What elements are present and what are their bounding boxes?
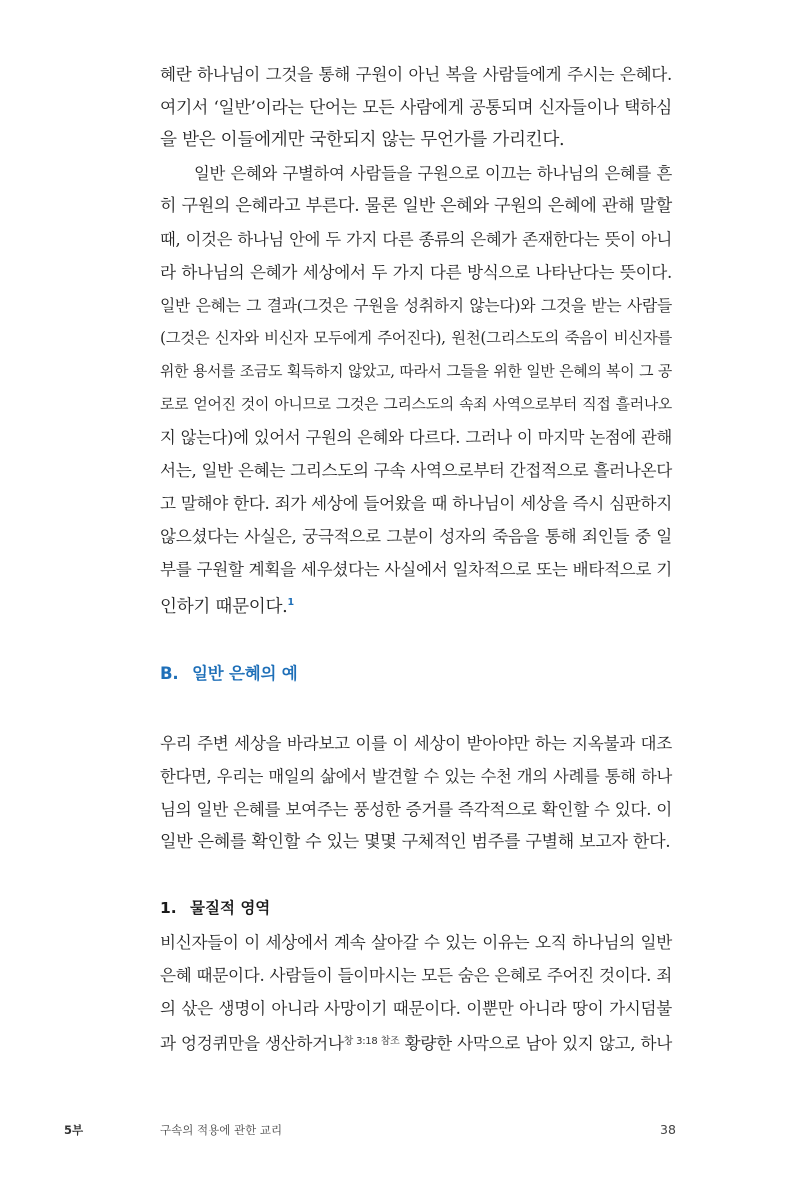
- text-line: 은혜 때문이다. 사람들이 들이마시는 모든 숨은 은혜로 주어진 것이다. 죄: [160, 966, 672, 985]
- text-line: 지 않는다)에 있어서 구원의 은혜와 다르다. 그러나 이 마지막 논점에 관해: [160, 428, 672, 447]
- text-line: 을 받은 이들에게만 국한되지 않는 무언가를 가리킨다.: [160, 130, 565, 150]
- text-line: 우리 주변 세상을 바라보고 이를 이 세상이 받아야만 하는 지옥불과 대조: [160, 734, 672, 753]
- text-line: 부를 구원할 계획을 세우셨다는 사실에서 일차적으로 또는 배타적으로 기: [160, 560, 672, 579]
- text-line: 일반 은혜와 구별하여 사람들을 구원으로 이끄는 하나님의 은혜를 흔: [194, 164, 672, 183]
- section-letter: B.: [160, 664, 179, 683]
- text-line: 히 구원의 은혜라고 부른다. 물론 일반 은혜와 구원의 은혜에 관해 말할: [160, 196, 672, 216]
- text-line: (그것은 신자와 비신자 모두에게 주어진다), 원천(그리스도의 죽음이 비신자를: [160, 329, 672, 347]
- page-number: 38: [660, 1122, 676, 1137]
- text-line: 때, 이것은 하나님 안에 두 가지 다른 종류의 은혜가 존재한다는 뜻이 아니: [160, 230, 672, 249]
- text-line: 로로 얻어진 것이 아니므로 그것은 그리스도의 속죄 사역으로부터 직접 흘러나오: [160, 395, 672, 413]
- footnote-marker[interactable]: 1: [287, 597, 294, 608]
- text-line: 않으셨다는 사실은, 궁극적으로 그분이 성자의 죽음을 통해 죄인들 중 일: [160, 527, 672, 546]
- text-line: [160, 1025, 672, 1058]
- text-line: 혜란 하나님이 그것을 통해 구원이 아닌 복을 사람들에게 주시는 은혜다.: [160, 65, 672, 84]
- paragraph-2: [160, 157, 672, 619]
- text-line: 라 하나님의 은혜가 세상에서 두 가지 다른 방식으로 나타난다는 뜻이다.: [160, 263, 672, 282]
- subsection-heading-1: [160, 896, 270, 918]
- text-line: 여기서 ‘일반’이라는 단어는 모든 사람에게 공통되며 신자들이나 택하심: [160, 97, 672, 117]
- text-line: 고 말해야 한다. 죄가 세상에 들어왔을 때 하나님이 세상을 즉시 심판하지: [160, 494, 672, 513]
- subsection-title: 물질적 영역: [190, 899, 271, 917]
- text-line: 일반 은혜는 그 결과(그것은 구원을 성취하지 않는다)와 그것을 받는 사람들: [160, 296, 672, 315]
- text-line: [160, 586, 672, 619]
- text-line: 일반 은혜를 확인할 수 있는 몇몇 구체적인 범주를 구별해 보고자 한다.: [160, 832, 671, 852]
- text-line: 서는, 일반 은혜는 그리스도의 구속 사역으로부터 간접적으로 흘러나온다: [160, 461, 672, 480]
- subsection-number: 1.: [160, 899, 177, 917]
- text-line-content: 인하기 때문이다.: [160, 596, 288, 617]
- text-line: 한다면, 우리는 매일의 삶에서 발견할 수 있는 수천 개의 사례를 통해 하나: [160, 767, 672, 786]
- scripture-reference: 창 3:18 참조: [343, 1036, 400, 1047]
- text-line-content: 과 엉겅퀴만을 생산하거나: [160, 1034, 344, 1053]
- text-line: 위한 용서를 조금도 획득하지 않았고, 따라서 그들을 위한 일반 은혜의 복이 그 공: [160, 362, 672, 380]
- section-title: 일반 은혜의 예: [192, 664, 298, 683]
- text-line: 님의 일반 은혜를 보여주는 풍성한 증거를 즉각적으로 확인할 수 있다. 이: [160, 800, 672, 819]
- text-line: 비신자들이 이 세상에서 계속 살아갈 수 있는 이유는 오직 하나님의 일반: [160, 933, 672, 952]
- text-line-content: 황량한 사막으로 남아 있지 않고, 하나: [399, 1034, 673, 1053]
- paragraph-3: [160, 727, 672, 859]
- text-line: 의 삯은 생명이 아니라 사망이기 때문이다. 이뿐만 아니라 땅이 가시덤불: [160, 999, 672, 1018]
- footer-part-label: 5부: [64, 1123, 84, 1137]
- footer-chapter-title: 구속의 적용에 관한 교리: [160, 1123, 283, 1137]
- section-heading-b: [160, 660, 298, 684]
- paragraph-1: [160, 58, 672, 157]
- paragraph-4: [160, 926, 672, 1058]
